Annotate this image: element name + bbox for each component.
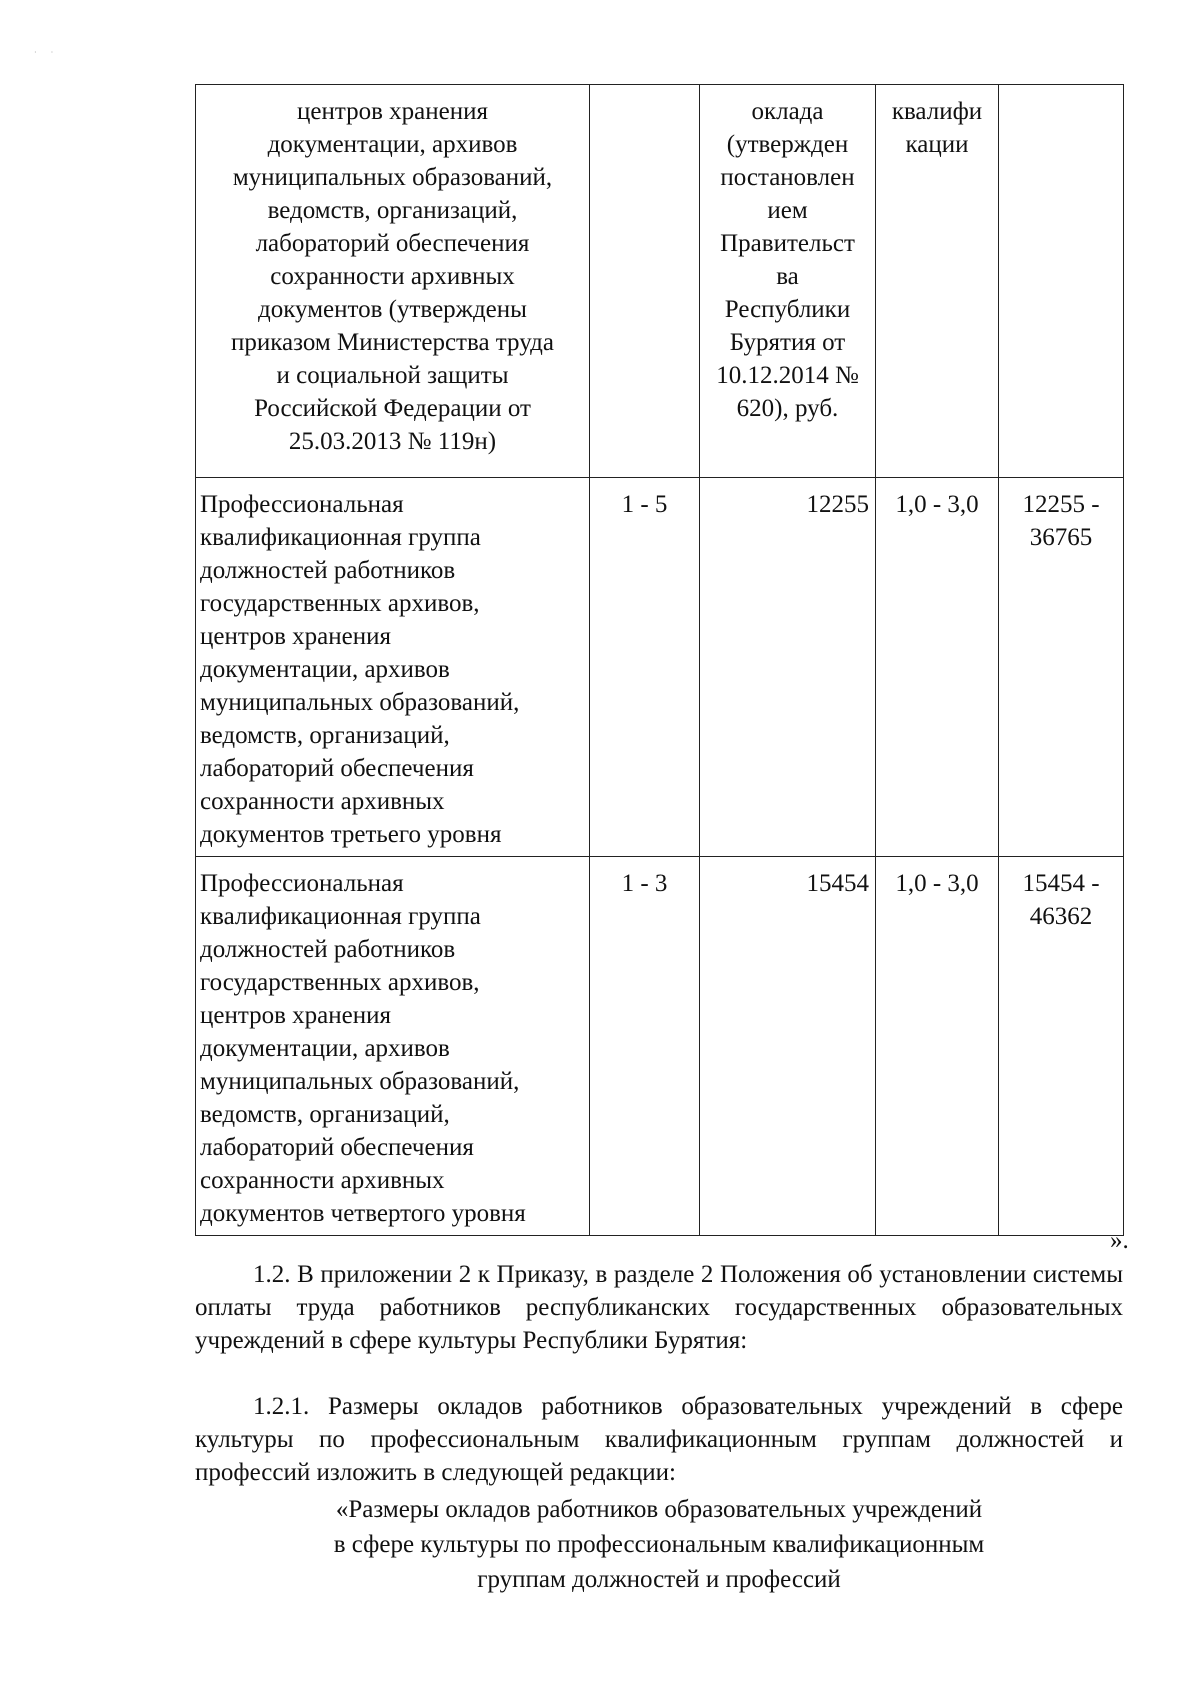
table-cell-salary: 15454 bbox=[700, 857, 876, 1236]
table-cell-range bbox=[999, 85, 1124, 478]
scan-mark: · · bbox=[34, 48, 60, 57]
salary-table bbox=[195, 84, 1124, 1236]
heading-line: «Размеры окладов работников образовательных учреждений bbox=[335, 1496, 983, 1523]
table-cell-levels: 1 - 3 bbox=[590, 857, 700, 1236]
table-row bbox=[196, 478, 1124, 857]
table-cell-salary: оклада (утвержден постановлен ием Правительст ва Республики Бурятия от 10.12.2014 № 620), руб. bbox=[700, 85, 876, 478]
section-heading bbox=[195, 1492, 1123, 1597]
table-row bbox=[196, 857, 1124, 1236]
table-cell-levels: 1 - 5 bbox=[590, 478, 700, 857]
table-cell-position: Профессиональная квалификационная группа должностей работников государственных архивов, центров хранения документации, архивов муниципальных образований, ведомств, организаций, лабораторий обеспечения сохранности архивных документов третьего уровня bbox=[196, 478, 590, 857]
table-row bbox=[196, 85, 1124, 478]
table-cell-salary: 12255 bbox=[700, 478, 876, 857]
table-cell-position: Профессиональная квалификационная группа должностей работников государственных архивов, центров хранения документации, архивов муниципальных образований, ведомств, организаций, лабораторий обеспечения сохранности архивных документов четвертого уровня bbox=[196, 857, 590, 1236]
paragraph-1-2-1: 1.2.1. Размеры окладов работников образовательных учреждений в сфере культуры по профессиональным квалификационным группам должностей и профессий изложить в следующей редакции: bbox=[195, 1393, 1123, 1486]
table-cell-coefficient: 1,0 - 3,0 bbox=[876, 857, 999, 1236]
closing-quote: ». bbox=[1110, 1227, 1129, 1254]
table-cell-levels bbox=[590, 85, 700, 478]
heading-line: в сфере культуры по профессиональным квалификационным bbox=[333, 1531, 985, 1558]
heading-line: группам должностей и профессий bbox=[477, 1566, 841, 1593]
paragraph-1-2: 1.2. В приложении 2 к Приказу, в разделе 2 Положения об установлении системы оплаты труда работников республиканских государственных образовательных учреждений в сфере культуры Республики Бурятия: bbox=[195, 1261, 1123, 1354]
table-cell-coefficient: квалифи кации bbox=[876, 85, 999, 478]
table-cell-range: 12255 - 36765 bbox=[999, 478, 1124, 857]
table-cell-range: 15454 - 46362 bbox=[999, 857, 1124, 1236]
table-cell-position: центров хранения документации, архивов муниципальных образований, ведомств, организаций, лабораторий обеспечения сохранности архивных документов (утверждены приказом Министерства труда и социальной защиты Российской Федерации от 25.03.2013 № 119н) bbox=[196, 85, 590, 478]
table-cell-coefficient: 1,0 - 3,0 bbox=[876, 478, 999, 857]
